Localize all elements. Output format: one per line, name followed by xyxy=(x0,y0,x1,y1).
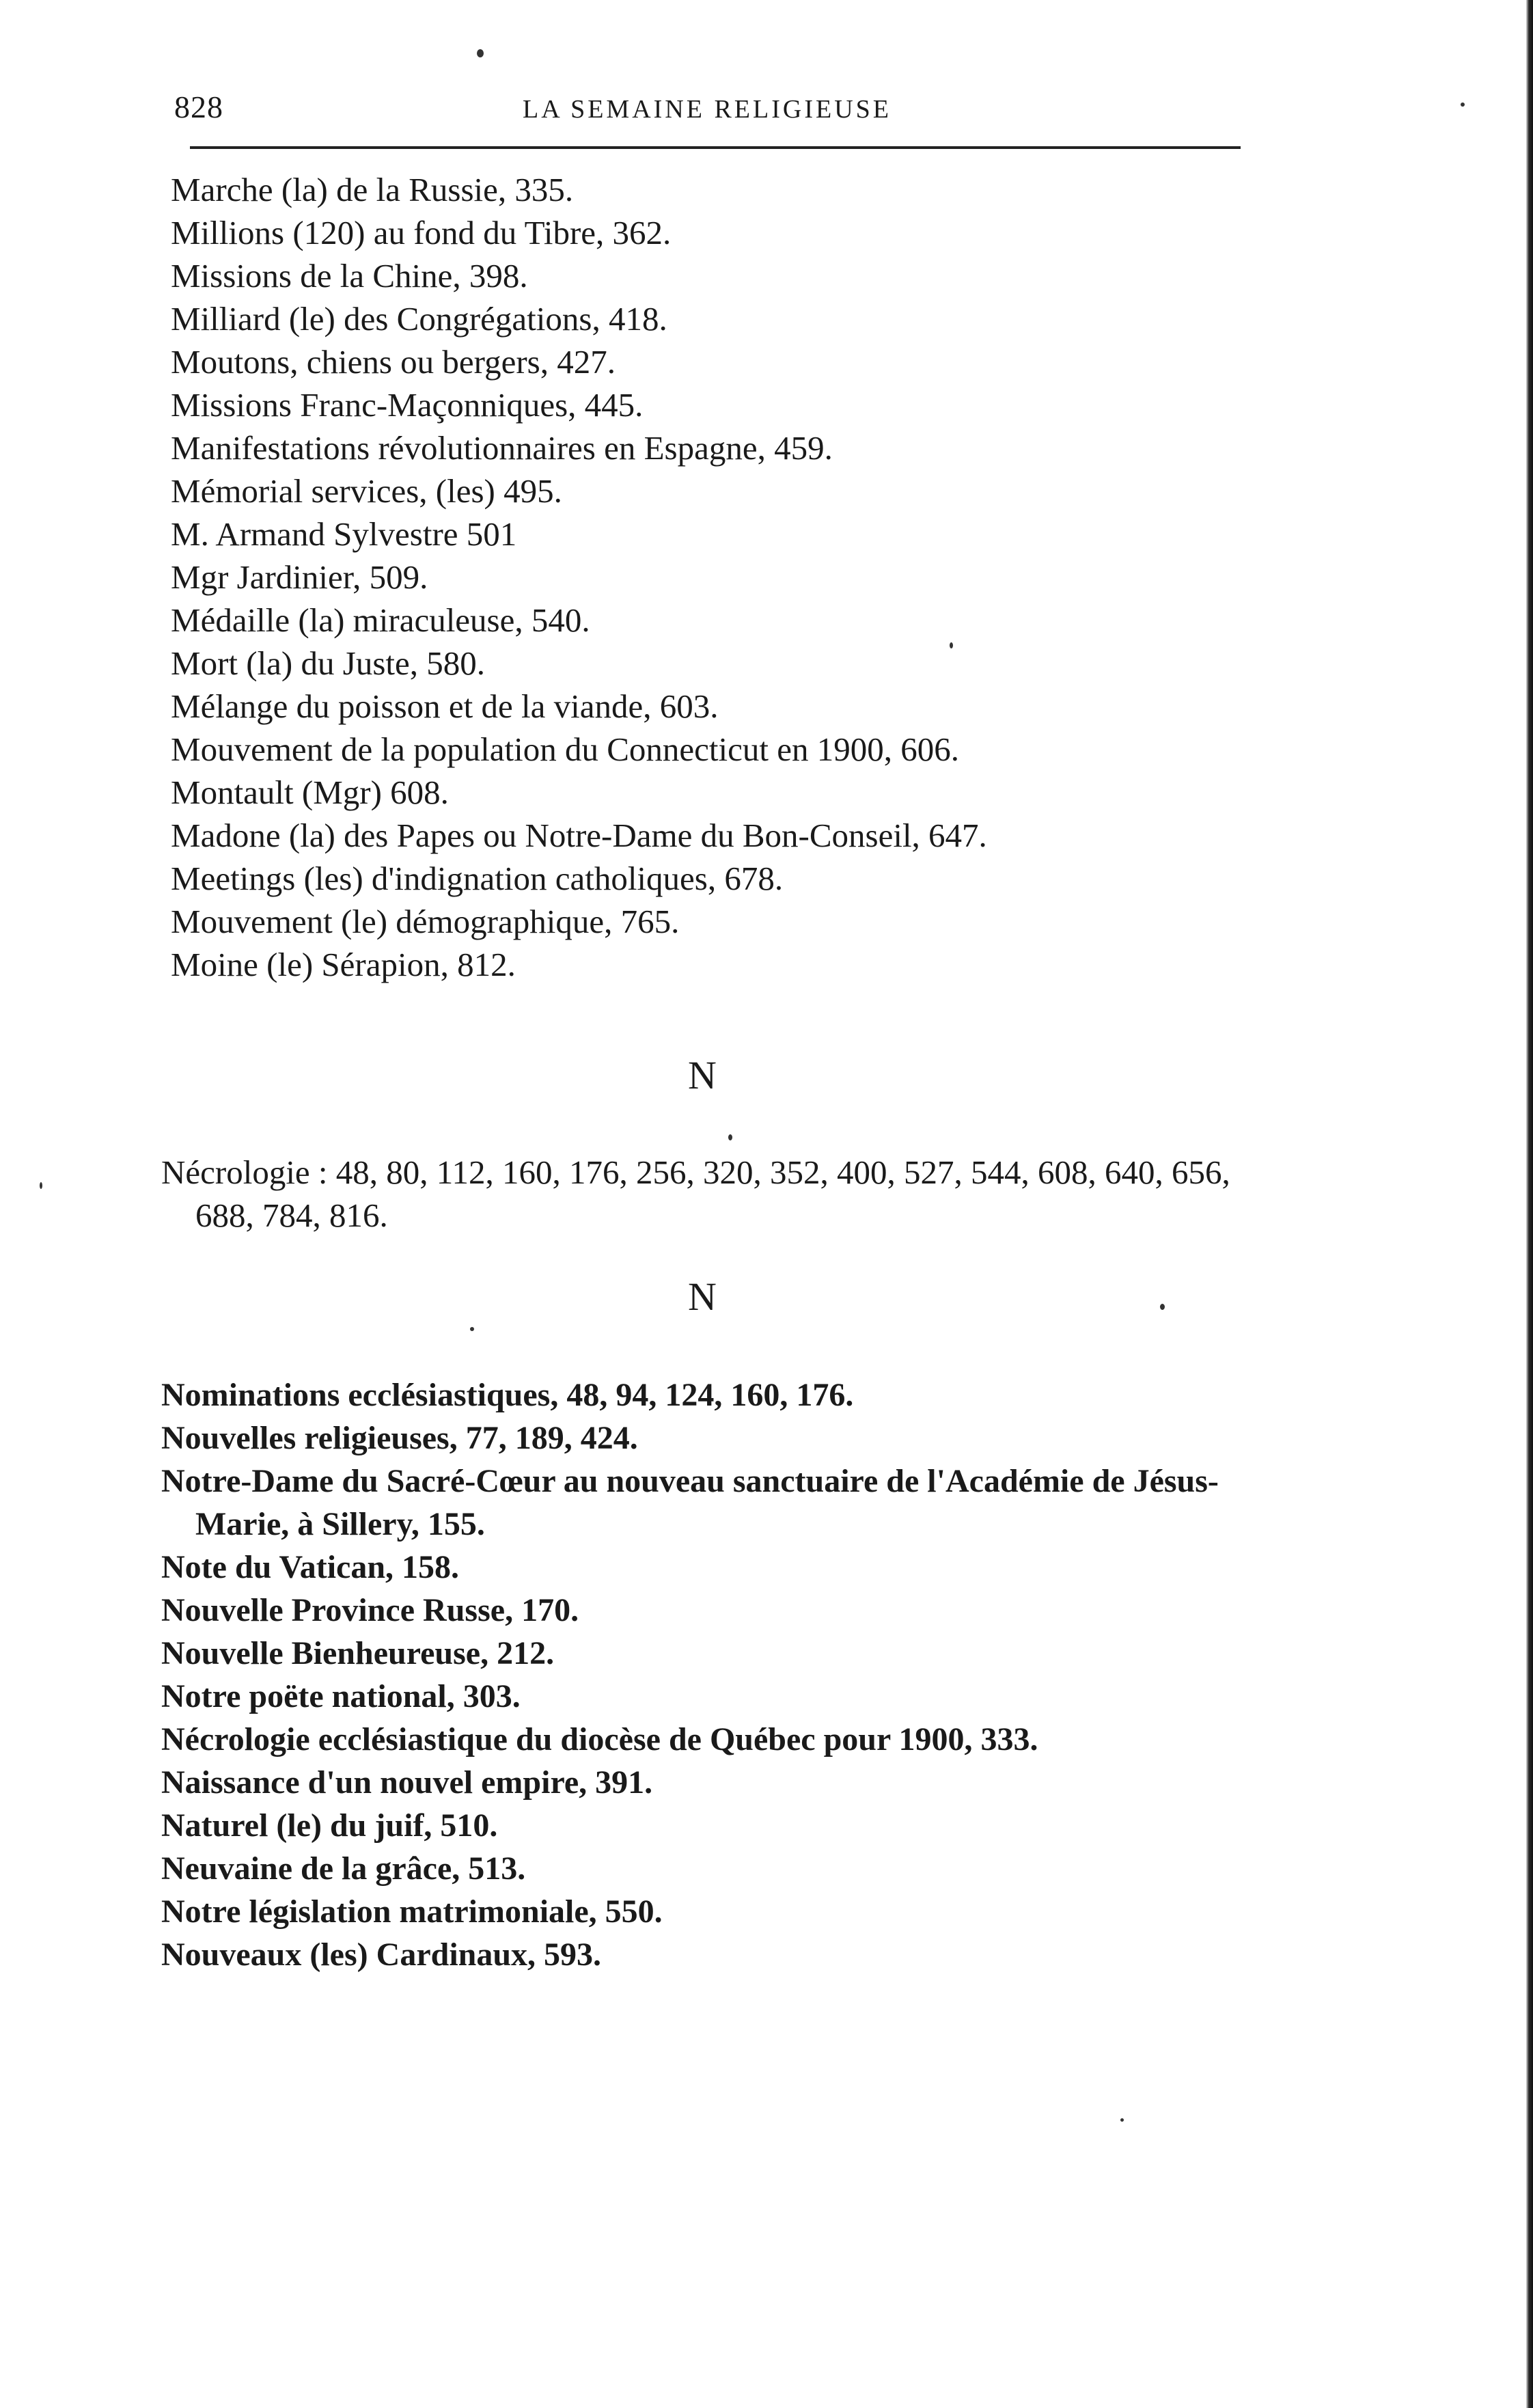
index-entry: Naturel (le) du juif, 510. xyxy=(161,1807,498,1844)
index-entry: Montault (Mgr) 608. xyxy=(171,774,449,811)
index-entry: Missions Franc-Maçonniques, 445. xyxy=(171,386,644,424)
ink-speck xyxy=(470,1327,474,1331)
page-edge-shadow xyxy=(1526,0,1533,2408)
index-entry: Marche (la) de la Russie, 335. xyxy=(171,171,574,208)
section-letter-heading: N xyxy=(688,1053,717,1097)
index-entry: Mort (la) du Juste, 580. xyxy=(171,644,485,682)
index-entry: Notre législation matrimoniale, 550. xyxy=(161,1893,663,1930)
index-entry: Nécrologie : 48, 80, 112, 160, 176, 256, 320, 352, 400, 527, 544, 608, 640, 656, 688, 784, 816. xyxy=(161,1153,1230,1234)
index-entry: Nouvelles religieuses, 77, 189, 424. xyxy=(161,1420,638,1456)
index-entry: Millions (120) au fond du Tibre, 362. xyxy=(171,214,672,251)
page-number: 828 xyxy=(174,90,223,124)
index-entry: Mémorial services, (les) 495. xyxy=(171,472,562,510)
index-entry: Note du Vatican, 158. xyxy=(161,1549,460,1585)
index-entry: M. Armand Sylvestre 501 xyxy=(171,515,517,553)
index-entry: Nécrologie ecclésiastique du diocèse de Québec pour 1900, 333. xyxy=(161,1721,1038,1757)
index-entry: Meetings (les) d'indignation catholiques, 678. xyxy=(171,860,784,897)
page-header xyxy=(174,81,1240,142)
index-entry: Nouvelle Province Russe, 170. xyxy=(161,1592,579,1628)
ink-speck xyxy=(1120,2118,1124,2122)
index-entry: Moutons, chiens ou bergers, 427. xyxy=(171,343,616,381)
index-entry: Madone (la) des Papes ou Notre-Dame du Bon-Conseil, 647. xyxy=(171,817,987,854)
index-entry: Nouvelle Bienheureuse, 212. xyxy=(161,1635,555,1671)
index-entry: Mélange du poisson et de la viande, 603. xyxy=(171,687,719,725)
ink-speck xyxy=(1461,102,1465,107)
ink-speck xyxy=(40,1182,42,1189)
ink-speck xyxy=(728,1134,732,1140)
index-section-m xyxy=(171,168,1237,986)
index-section-n2 xyxy=(161,1373,1241,1976)
index-entry: Notre poëte national, 303. xyxy=(161,1678,521,1714)
index-entry: Naissance d'un nouvel empire, 391. xyxy=(161,1764,653,1801)
index-entry: Milliard (le) des Congrégations, 418. xyxy=(171,300,667,338)
index-entry: Neuvaine de la grâce, 513. xyxy=(161,1850,526,1887)
index-section-n1 xyxy=(161,1151,1241,1237)
section-letter-heading: N xyxy=(688,1274,717,1319)
index-entry: Médaille (la) miraculeuse, 540. xyxy=(171,601,590,639)
header-rule xyxy=(190,146,1241,149)
index-entry: Mouvement (le) démographique, 765. xyxy=(171,903,680,940)
index-entry: Notre-Dame du Sacré-Cœur au nouveau sanctuaire de l'Académie de Jésus-Marie, à Sillery, 155. xyxy=(161,1463,1219,1542)
ink-speck xyxy=(1160,1304,1165,1310)
index-entry: Mgr Jardinier, 509. xyxy=(171,558,428,596)
index-entry: Mouvement de la population du Connecticut en 1900, 606. xyxy=(171,730,960,768)
index-entry: Nominations ecclésiastiques, 48, 94, 124, 160, 176. xyxy=(161,1377,854,1413)
index-entry: Nouveaux (les) Cardinaux, 593. xyxy=(161,1937,602,1973)
index-entry: Manifestations révolutionnaires en Espagne, 459. xyxy=(171,429,833,467)
index-entry: Missions de la Chine, 398. xyxy=(171,257,528,295)
ink-speck xyxy=(950,642,953,648)
running-title: LA SEMAINE RELIGIEUSE xyxy=(523,95,892,124)
index-entry: Moine (le) Sérapion, 812. xyxy=(171,946,516,983)
ink-speck xyxy=(477,49,484,57)
